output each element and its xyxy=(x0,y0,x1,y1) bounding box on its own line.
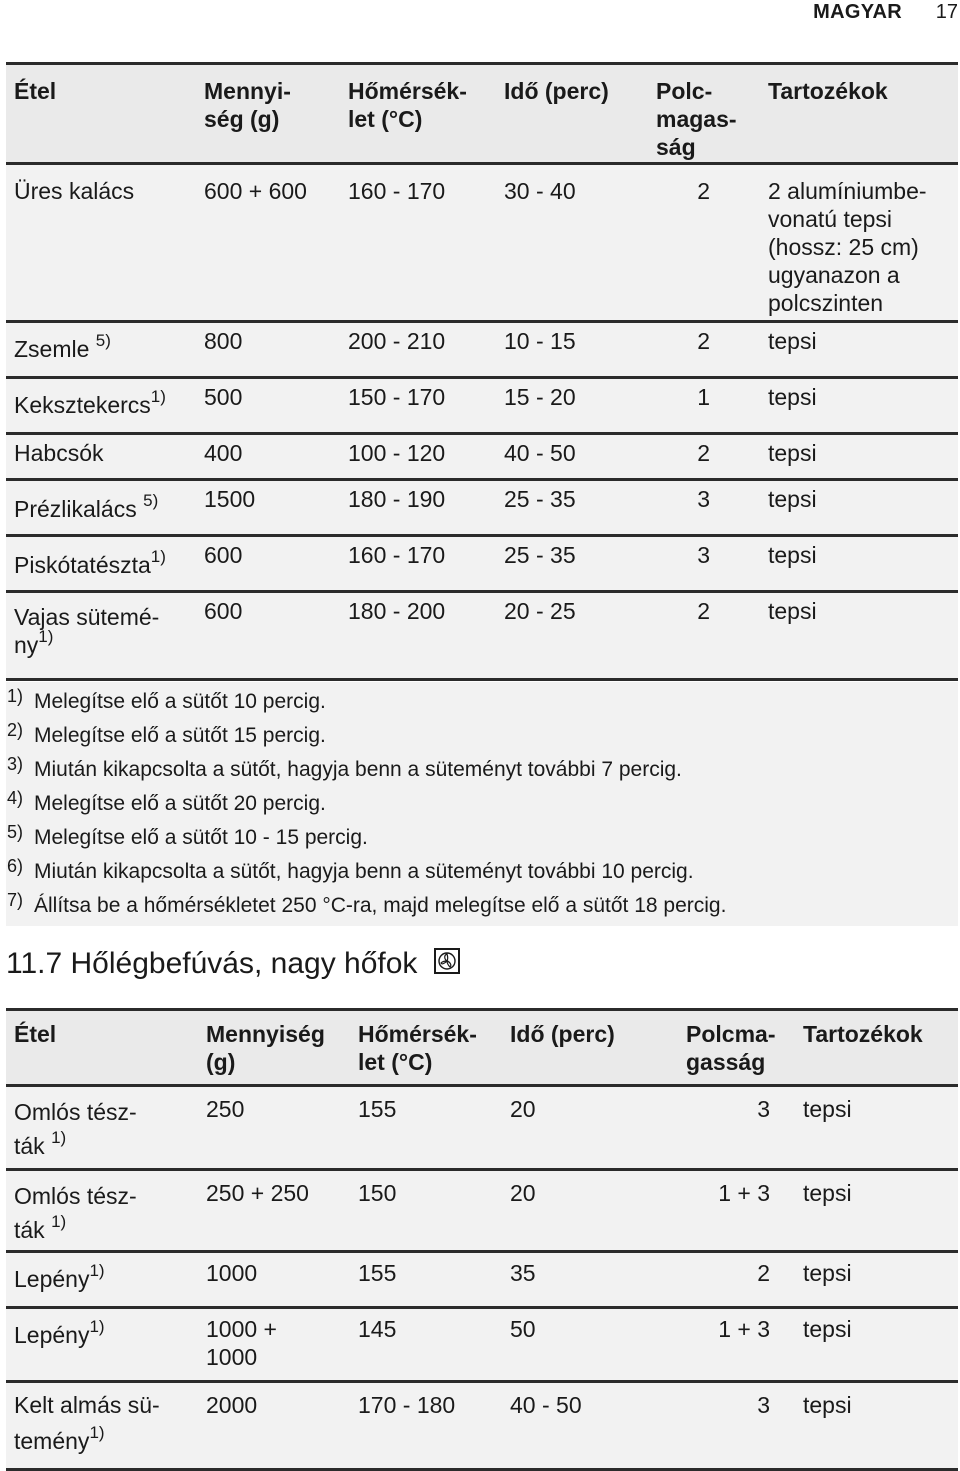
food-name: Lepény$^{1)}$ xyxy=(14,1261,105,1292)
food-name: Prézlikalács $^{5)}$ xyxy=(14,491,159,522)
column-header-shelf-level: Polcma- gasság xyxy=(686,1021,776,1075)
time: 20 xyxy=(510,1096,536,1122)
baking-table-1 xyxy=(6,62,958,681)
temperature: 100 - 120 xyxy=(348,440,446,466)
shelf-level: 2 xyxy=(697,440,710,466)
temperature: 200 - 210 xyxy=(348,328,446,354)
time: 50 xyxy=(510,1316,536,1342)
page-header xyxy=(0,0,960,24)
section-heading xyxy=(6,944,460,984)
footnote-mark: 4) xyxy=(7,788,24,808)
temperature: 160 - 170 xyxy=(348,178,446,204)
table-row xyxy=(6,1171,958,1253)
footnote-text: Állítsa be a hőmérsékletet 250 °C-ra, majd melegítse elő a sütőt 18 percig. xyxy=(34,894,727,917)
footnote xyxy=(6,752,958,786)
time: 35 xyxy=(510,1260,536,1286)
footnote-text: Miután kikapcsolta a sütőt, hagyja benn a süteményt további 10 percig. xyxy=(34,860,694,883)
shelf-level: 3 xyxy=(697,486,710,512)
shelf-level: 1 + 3 xyxy=(718,1180,770,1206)
column-header-food: Étel xyxy=(14,1021,57,1047)
temperature: 180 - 190 xyxy=(348,486,446,512)
accessories: tepsi xyxy=(768,384,817,410)
temperature: 155 xyxy=(358,1096,397,1122)
footnote-text: Melegítse elő a sütőt 15 percig. xyxy=(34,724,326,747)
accessories: tepsi xyxy=(768,486,817,512)
column-header-time: Idő (perc) xyxy=(504,78,609,104)
food-name: Habcsók xyxy=(14,440,104,466)
shelf-level: 3 xyxy=(757,1096,770,1122)
quantity: 800 xyxy=(204,328,243,354)
footnote-text: Melegítse elő a sütőt 20 percig. xyxy=(34,792,326,815)
accessories: tepsi xyxy=(803,1180,852,1206)
accessories: tepsi xyxy=(803,1260,852,1286)
table-row xyxy=(6,379,958,435)
food-name: Omlós tész- ták $^{1)}$ xyxy=(14,1183,137,1243)
footnote-mark: 1) xyxy=(7,686,24,706)
table-row xyxy=(6,323,958,379)
accessories: tepsi xyxy=(768,440,817,466)
column-header-quantity: Mennyi- ség (g) xyxy=(204,78,291,132)
table-row xyxy=(6,537,958,593)
accessories: tepsi xyxy=(768,598,817,624)
footnote xyxy=(6,854,958,888)
quantity: 400 xyxy=(204,440,243,466)
footnote-mark: 3) xyxy=(7,754,24,774)
table-header-row xyxy=(6,65,958,165)
footnotes xyxy=(6,682,958,926)
footnote-text: Miután kikapcsolta a sütőt, hagyja benn a süteményt további 7 percig. xyxy=(34,758,682,781)
accessories: tepsi xyxy=(768,542,817,568)
quantity: 2000 xyxy=(206,1392,258,1418)
footnote xyxy=(6,684,958,718)
time: 25 - 35 xyxy=(504,542,576,568)
accessories: tepsi xyxy=(803,1096,852,1122)
footnote-mark: 6) xyxy=(7,856,24,876)
quantity: 1000 + 1000 xyxy=(206,1316,277,1370)
food-name: Üres kalács xyxy=(14,178,135,204)
column-header-temperature: Hőmérsék- let (°C) xyxy=(348,78,467,132)
column-header-shelf-level: Polc- magas- ság xyxy=(656,78,737,160)
quantity: 1500 xyxy=(204,486,256,512)
food-name: Omlós tész- ták $^{1)}$ xyxy=(14,1099,137,1159)
temperature: 150 - 170 xyxy=(348,384,446,410)
shelf-level: 2 xyxy=(697,328,710,354)
footnote xyxy=(6,820,958,854)
table-row xyxy=(6,435,958,481)
table-row xyxy=(6,165,958,323)
time: 30 - 40 xyxy=(504,178,576,204)
accessories: tepsi xyxy=(803,1316,852,1342)
section-number: 11.7 xyxy=(6,947,63,980)
temperature: 145 xyxy=(358,1316,397,1342)
quantity: 500 xyxy=(204,384,243,410)
food-name: Zsemle $^{5)}$ xyxy=(14,331,111,362)
page-number: 17 xyxy=(935,1,958,23)
quantity: 1000 xyxy=(206,1260,258,1286)
language-label: MAGYAR xyxy=(813,1,902,23)
shelf-level: 3 xyxy=(757,1392,770,1418)
time: 40 - 50 xyxy=(504,440,576,466)
table-row xyxy=(6,593,958,681)
table-row xyxy=(6,1383,958,1471)
footnote-mark: 2) xyxy=(7,720,24,740)
temperature: 150 xyxy=(358,1180,397,1206)
shelf-level: 2 xyxy=(697,598,710,624)
footnote-text: Melegítse elő a sütőt 10 - 15 percig. xyxy=(34,826,368,849)
food-name: Keksztekercs$^{1)}$ xyxy=(14,387,166,418)
column-header-accessories: Tartozékok xyxy=(803,1021,923,1047)
temperature: 155 xyxy=(358,1260,397,1286)
column-header-time: Idő (perc) xyxy=(510,1021,615,1047)
column-header-temperature: Hőmérsék- let (°C) xyxy=(358,1021,477,1075)
food-name: Lepény$^{1)}$ xyxy=(14,1317,105,1348)
shelf-level: 3 xyxy=(697,542,710,568)
shelf-level: 1 xyxy=(697,384,710,410)
temperature: 180 - 200 xyxy=(348,598,446,624)
accessories: 2 alumíniumbe- vonatú tepsi (hossz: 25 cm) ugyanazon a polcszinten xyxy=(768,178,927,316)
section-title: Hőlégbefúvás, nagy hőfok xyxy=(70,947,418,980)
table-row xyxy=(6,1253,958,1309)
baking-table-2 xyxy=(6,1008,958,1471)
time: 40 - 50 xyxy=(510,1392,582,1418)
quantity: 250 xyxy=(206,1096,245,1122)
footnote-mark: 7) xyxy=(7,890,24,910)
time: 25 - 35 xyxy=(504,486,576,512)
footnote xyxy=(6,718,958,752)
shelf-level: 1 + 3 xyxy=(718,1316,770,1342)
fan-icon xyxy=(434,948,460,974)
quantity: 600 xyxy=(204,598,243,624)
time: 20 xyxy=(510,1180,536,1206)
accessories: tepsi xyxy=(803,1392,852,1418)
time: 10 - 15 xyxy=(504,328,576,354)
column-header-accessories: Tartozékok xyxy=(768,78,888,104)
accessories: tepsi xyxy=(768,328,817,354)
footnote-text: Melegítse elő a sütőt 10 percig. xyxy=(34,690,326,713)
table-row xyxy=(6,1309,958,1383)
table-row xyxy=(6,481,958,537)
table-header-row xyxy=(6,1011,958,1087)
food-name: Piskótatészta$^{1)}$ xyxy=(14,547,166,578)
table-row xyxy=(6,1087,958,1171)
quantity: 600 xyxy=(204,542,243,568)
footnote-mark: 5) xyxy=(7,822,24,842)
temperature: 160 - 170 xyxy=(348,542,446,568)
temperature: 170 - 180 xyxy=(358,1392,456,1418)
footnote xyxy=(6,786,958,820)
quantity: 250 + 250 xyxy=(206,1180,309,1206)
column-header-food: Étel xyxy=(14,78,57,104)
time: 15 - 20 xyxy=(504,384,576,410)
food-name: Vajas sütemé- $ny^{1)}$ xyxy=(14,604,160,658)
time: 20 - 25 xyxy=(504,598,576,624)
footnote xyxy=(6,888,958,922)
column-header-quantity: Mennyiség (g) xyxy=(206,1021,325,1075)
food-name: Kelt almás sü- temény$^{1)}$ xyxy=(14,1392,160,1454)
quantity: 600 + 600 xyxy=(204,178,307,204)
shelf-level: 2 xyxy=(757,1260,770,1286)
shelf-level: 2 xyxy=(697,178,710,204)
